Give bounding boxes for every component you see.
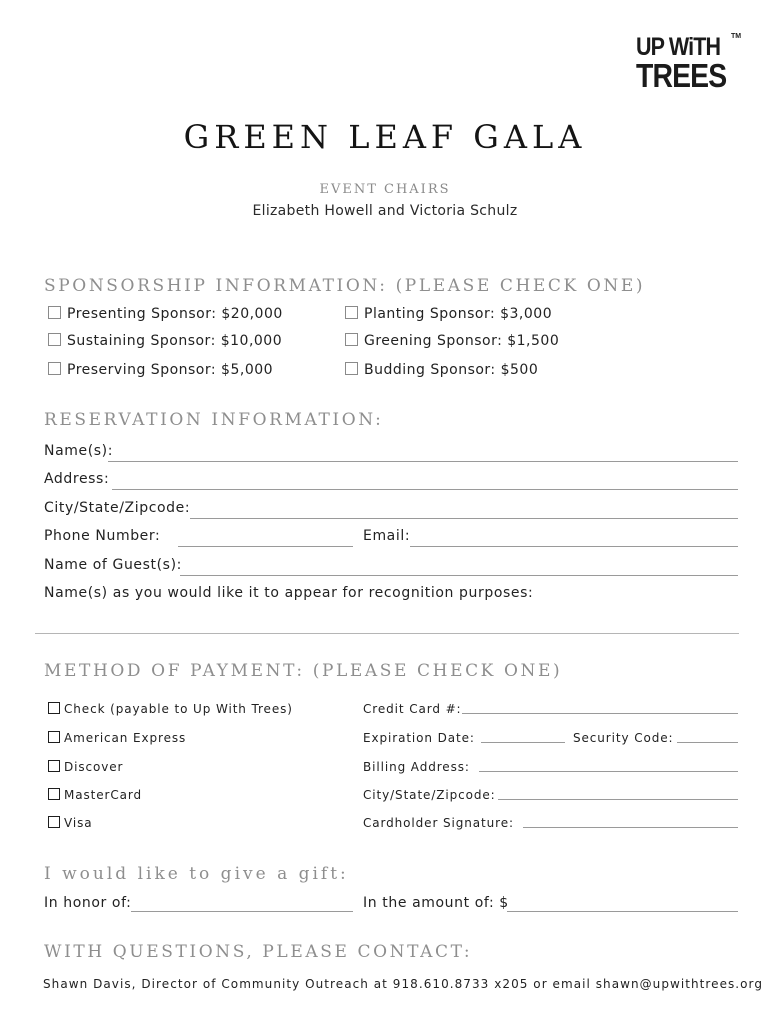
sponsor-option-label: Budding Sponsor: $500 xyxy=(364,362,539,378)
payment-option-visa[interactable] xyxy=(48,816,93,830)
amount-field[interactable] xyxy=(507,911,738,912)
expiration-field[interactable] xyxy=(481,742,565,743)
security-code-label: Security Code: xyxy=(573,731,674,745)
names-field[interactable] xyxy=(108,461,738,462)
expiration-label: Expiration Date: xyxy=(363,731,475,745)
sponsor-option-label: Presenting Sponsor: $20,000 xyxy=(67,306,283,322)
sponsor-option-label: Sustaining Sponsor: $10,000 xyxy=(67,333,283,349)
signature-label: Cardholder Signature: xyxy=(363,816,514,830)
event-chairs-names: Elizabeth Howell and Victoria Schulz xyxy=(252,203,518,219)
sponsor-option-greening[interactable] xyxy=(345,333,559,349)
address-label: Address: xyxy=(44,471,110,487)
payment-option-label: Check (payable to Up With Trees) xyxy=(64,702,293,716)
event-chairs-label: EVENT CHAIRS xyxy=(319,182,451,197)
sponsor-option-planting[interactable] xyxy=(345,306,552,322)
checkbox-icon[interactable] xyxy=(345,333,358,346)
checkbox-icon[interactable] xyxy=(345,362,358,375)
phone-field[interactable] xyxy=(178,546,353,547)
checkbox-icon[interactable] xyxy=(48,702,60,714)
contact-heading: WITH QUESTIONS, PLEASE CONTACT: xyxy=(44,942,473,962)
sponsor-option-preserving[interactable] xyxy=(48,362,273,378)
up-with-trees-logo xyxy=(636,33,746,94)
sponsor-option-budding[interactable] xyxy=(345,362,538,378)
payment-option-label: Discover xyxy=(64,760,124,774)
contact-text: Shawn Davis, Director of Community Outreach at 918.610.8733 x205 or email shawn@upwithtrees.org xyxy=(43,977,763,991)
credit-card-field[interactable] xyxy=(462,713,738,714)
signature-field[interactable] xyxy=(523,827,738,828)
logo-line-1: UP WiTH xyxy=(636,33,721,61)
payment-option-mastercard[interactable] xyxy=(48,788,142,802)
sponsor-option-label: Planting Sponsor: $3,000 xyxy=(364,306,553,322)
payment-option-label: MasterCard xyxy=(64,788,143,802)
checkbox-icon[interactable] xyxy=(48,816,60,828)
checkbox-icon[interactable] xyxy=(48,306,61,319)
recognition-field[interactable] xyxy=(35,633,739,634)
amount-label: In the amount of: $ xyxy=(363,895,509,911)
billing-city-label: City/State/Zipcode: xyxy=(363,788,496,802)
gift-heading: I would like to give a gift: xyxy=(44,864,349,884)
payment-option-check[interactable] xyxy=(48,702,293,716)
sponsorship-heading: SPONSORSHIP INFORMATION: (PLEASE CHECK ONE) xyxy=(44,276,646,296)
billing-city-field[interactable] xyxy=(498,799,738,800)
reservation-heading: RESERVATION INFORMATION: xyxy=(44,410,384,430)
in-honor-label: In honor of: xyxy=(44,895,132,911)
sponsor-option-label: Greening Sponsor: $1,500 xyxy=(364,333,560,349)
address-field[interactable] xyxy=(112,489,738,490)
checkbox-icon[interactable] xyxy=(48,760,60,772)
billing-address-label: Billing Address: xyxy=(363,760,470,774)
payment-option-amex[interactable] xyxy=(48,731,186,745)
payment-heading: METHOD OF PAYMENT: (PLEASE CHECK ONE) xyxy=(44,661,563,681)
billing-address-field[interactable] xyxy=(479,771,738,772)
payment-option-label: American Express xyxy=(64,731,187,745)
credit-card-label: Credit Card #: xyxy=(363,702,462,716)
checkbox-icon[interactable] xyxy=(48,731,60,743)
in-honor-field[interactable] xyxy=(131,911,353,912)
checkbox-icon[interactable] xyxy=(48,788,60,800)
guests-field[interactable] xyxy=(180,575,738,576)
payment-option-label: Visa xyxy=(64,816,93,830)
city-state-zip-field[interactable] xyxy=(190,518,738,519)
sponsor-option-presenting[interactable] xyxy=(48,306,283,322)
recognition-label: Name(s) as you would like it to appear for recognition purposes: xyxy=(44,585,534,601)
page-title: GREEN LEAF GALA xyxy=(183,118,587,156)
city-state-zip-label: City/State/Zipcode: xyxy=(44,500,191,516)
guests-label: Name of Guest(s): xyxy=(44,557,182,573)
logo-line-2: TREES xyxy=(636,57,727,94)
sponsor-option-label: Preserving Sponsor: $5,000 xyxy=(67,362,274,378)
email-label: Email: xyxy=(363,528,411,544)
checkbox-icon[interactable] xyxy=(48,333,61,346)
checkbox-icon[interactable] xyxy=(48,362,61,375)
names-label: Name(s): xyxy=(44,443,114,459)
security-code-field[interactable] xyxy=(677,742,738,743)
email-field[interactable] xyxy=(410,546,738,547)
logo-trademark: TM xyxy=(731,33,742,40)
payment-option-discover[interactable] xyxy=(48,760,123,774)
sponsor-option-sustaining[interactable] xyxy=(48,333,282,349)
phone-label: Phone Number: xyxy=(44,528,161,544)
checkbox-icon[interactable] xyxy=(345,306,358,319)
